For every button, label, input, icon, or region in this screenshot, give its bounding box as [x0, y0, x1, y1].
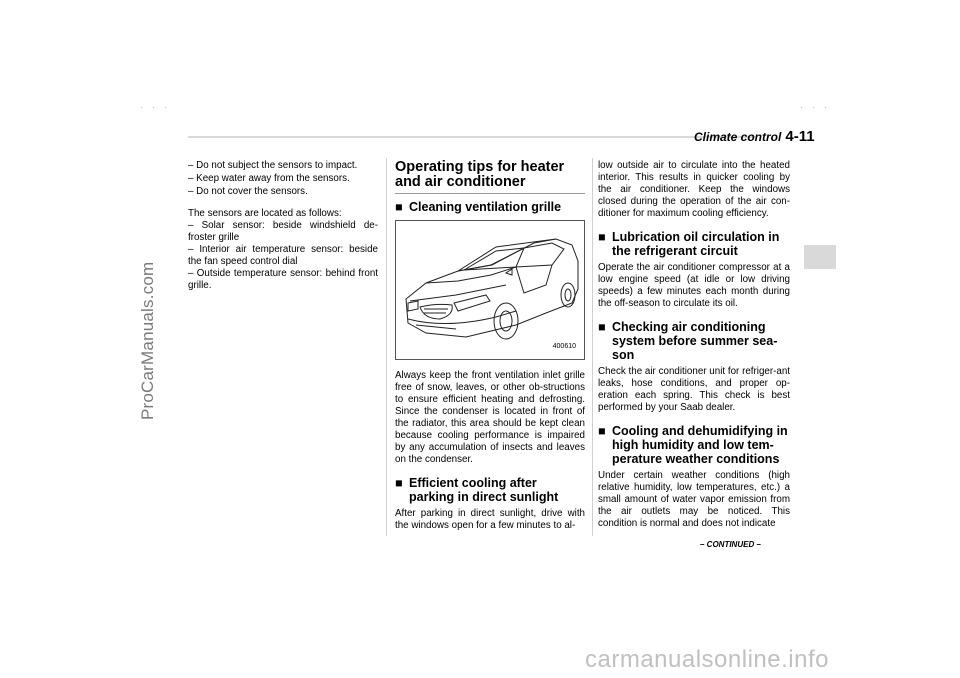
chapter-tab: [804, 245, 836, 269]
column-divider: [386, 158, 387, 536]
paragraph-checking: Check the air conditioner unit for refriger-ant leaks, hose conditions, and proper op-eration each spring. This check is best performed by your Saab dealer.: [598, 366, 790, 413]
sensor-intro: The sensors are located as follows:: [188, 208, 342, 219]
sensor-location: – Outside temperature sensor: behind front grille.: [188, 268, 378, 291]
car-illustration: [396, 221, 584, 359]
continued-marker: – CONTINUED –: [700, 540, 761, 549]
bottom-watermark: carmanualsonline.info: [585, 646, 829, 673]
column-divider: [592, 158, 593, 536]
square-bullet-icon: ■: [598, 230, 606, 244]
column-3: [598, 160, 790, 530]
crop-marks-left: ···: [140, 102, 176, 112]
paragraph-cooling: Under certain weather conditions (high relative humidity, low temperatures, etc.) a small amount of water vapor emission from the air outlets may be noticed. This condition is normal and does not indicate: [598, 470, 790, 529]
square-bullet-icon: ■: [395, 476, 403, 490]
subheading-cooling: ■ Cooling and dehumidifying in high humidity and low tem-perature weather conditions: [598, 424, 788, 466]
subheading-cleaning: ■ Cleaning ventilation grille: [395, 200, 562, 214]
subheading-lubrication: ■ Lubrication oil circulation in the refrigerant circuit: [598, 230, 780, 258]
square-bullet-icon: ■: [598, 320, 606, 334]
sensor-location: – Interior air temperature sensor: beside the fan speed control dial: [188, 244, 378, 267]
square-bullet-icon: ■: [598, 424, 606, 438]
section-title: Climate control: [694, 130, 782, 144]
page-header: [694, 128, 815, 145]
paragraph-continued: low outside air to circulate into the heated interior. This results in quicker cooling by the air conditioner. Keep the windows closed during the operation of the air con-ditioner for maximum cooling efficiency.: [598, 160, 790, 219]
header-rule: [188, 136, 755, 138]
column-2: [395, 160, 585, 532]
page-number: 4-11: [785, 128, 815, 145]
bullet-item: – Do not subject the sensors to impact.: [188, 160, 358, 171]
bullet-item: – Do not cover the sensors.: [188, 186, 308, 197]
square-bullet-icon: ■: [395, 200, 403, 214]
bullet-item: – Keep water away from the sensors.: [188, 173, 350, 184]
paragraph-cleaning: Always keep the front ventilation inlet grille free of snow, leaves, or other ob-structions to ensure efficient heating and defrosting. Since the condenser is located in front of the radiator, this area should be kept clean because cooling performance is impaired by any accumulation of insects and leaves on the condenser.: [395, 370, 585, 465]
paragraph-efficient: After parking in direct sunlight, drive with the windows open for a few minutes to al-: [395, 508, 585, 531]
car-figure: [395, 220, 585, 360]
crop-marks-right: ···: [800, 102, 836, 112]
figure-label: 400610: [552, 343, 576, 350]
sensor-location: – Solar sensor: beside windshield de-froster grille: [188, 220, 378, 243]
section-heading: Operating tips for heater and air conditioner: [395, 159, 565, 190]
subheading-efficient: ■ Efficient cooling after parking in direct sunlight: [395, 476, 559, 504]
side-watermark: ProCarManuals.com: [138, 261, 157, 420]
subheading-checking: ■ Checking air conditioning system before summer sea-son: [598, 320, 778, 362]
column-1: [188, 160, 378, 292]
paragraph-lubrication: Operate the air conditioner compressor at a low engine speed (at idle or low driving speeds) a few minutes each month during the off-season to circulate its oil.: [598, 262, 790, 309]
